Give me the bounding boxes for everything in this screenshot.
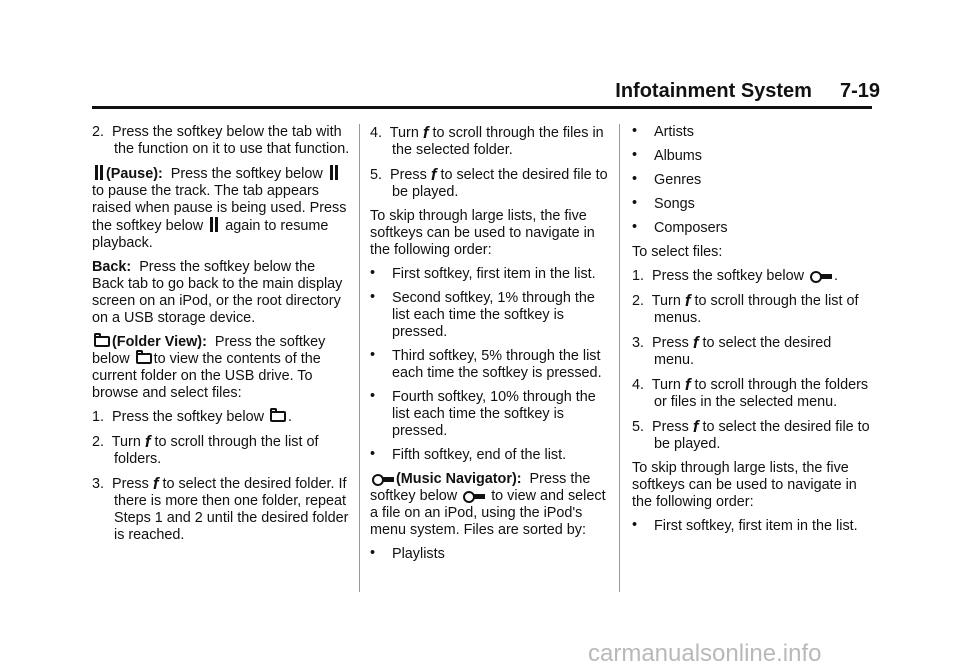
list-item: • Songs [632, 196, 872, 213]
tune-knob-icon: f [152, 474, 159, 493]
section-title: Infotainment System [615, 80, 812, 102]
tune-knob-icon: f [144, 432, 151, 451]
list-item: • First softkey, first item in the list. [370, 266, 610, 283]
list-item: • Albums [632, 148, 872, 165]
folder-icon [94, 336, 110, 347]
pause-icon [329, 165, 339, 180]
list-item: • Second softkey, 1% through the list each time the softkey is pressed. [370, 290, 610, 341]
list-item: • Third softkey, 5% through the list each time the softkey is pressed. [370, 348, 610, 382]
nav-step-4: 4. Turn f to scroll through the folders or files in the selected menu. [632, 375, 869, 410]
list-item: • Genres [632, 172, 872, 189]
column-3 [632, 124, 872, 542]
folder-icon [136, 353, 152, 364]
list-item: • Artists [632, 124, 872, 141]
nav-step-5: 5. Press f to select the desired file to be played. [632, 417, 870, 452]
list-item: • Fifth softkey, end of the list. [370, 447, 610, 464]
page-header [560, 80, 880, 103]
pause-icon [94, 165, 104, 180]
step-4: 4. Turn f to scroll through the files in the selected folder. [370, 123, 604, 158]
tune-knob-icon: f [692, 333, 699, 352]
skip-intro: To skip through large lists, the five softkeys can be used to navigate in the following order: [632, 460, 857, 510]
folder-paragraph: (Folder View): Press the softkey below to view the contents of the current folder on the USB drive. To browse and select files: [92, 334, 326, 401]
step-5: 5. Press f to select the desired file to be played. [370, 165, 608, 200]
list-item: • Composers [632, 220, 872, 237]
list-item: • Fourth softkey, 10% through the list each time the softkey is pressed. [370, 389, 610, 440]
folder-step-1: 1. Press the softkey below . [92, 409, 292, 425]
nav-step-2: 2. Turn f to scroll through the list of menus. [632, 291, 859, 326]
page-number: 7-19 [839, 80, 880, 102]
music-navigator-icon [372, 473, 394, 485]
tune-knob-icon: f [430, 165, 437, 184]
header-rule [92, 106, 872, 109]
pause-paragraph: (Pause): Press the softkey below to pause the track. The tab appears raised when pause is being used. Press the softkey below again to resume playback. [92, 166, 347, 251]
tune-knob-icon: f [422, 123, 429, 142]
back-paragraph: Back: Press the softkey below the Back tab to go back to the main display screen on an iPod, or the root directory on a USB storage device. [92, 259, 343, 326]
tune-knob-icon: f [684, 291, 691, 310]
step-2: 2. Press the softkey below the tab with the function on it to use that function. [92, 124, 350, 157]
list-item: • First softkey, first item in the list. [632, 518, 872, 535]
nav-step-1: 1. Press the softkey below . [632, 268, 838, 284]
music-navigator-icon [463, 490, 485, 502]
tune-knob-icon: f [684, 375, 691, 394]
nav-step-3: 3. Press f to select the desired menu. [632, 333, 832, 368]
list-item: • Playlists [370, 546, 610, 563]
folder-step-2: 2. Turn f to scroll through the list of folders. [92, 432, 319, 467]
watermark: carmanualsonline.info [588, 640, 822, 667]
folder-step-3: 3. Press f to select the desired folder. If there is more then one folder, repeat Steps 1 and 2 until the desired folder is reached. [92, 474, 349, 543]
tune-knob-icon: f [692, 417, 699, 436]
pause-icon [209, 217, 219, 232]
skip-intro: To skip through large lists, the five softkeys can be used to navigate in the following order: [370, 208, 595, 258]
column-2 [370, 124, 610, 570]
folder-icon [270, 411, 286, 422]
column-divider [619, 124, 620, 592]
music-navigator-icon [810, 270, 832, 282]
navigator-paragraph: (Music Navigator): Press the softkey below to view and select a file on an iPod, using the iPod's menu system. Files are sorted by: [370, 471, 606, 538]
column-1 [92, 124, 350, 551]
select-files-intro: To select files: [632, 244, 723, 260]
column-divider [359, 124, 360, 592]
